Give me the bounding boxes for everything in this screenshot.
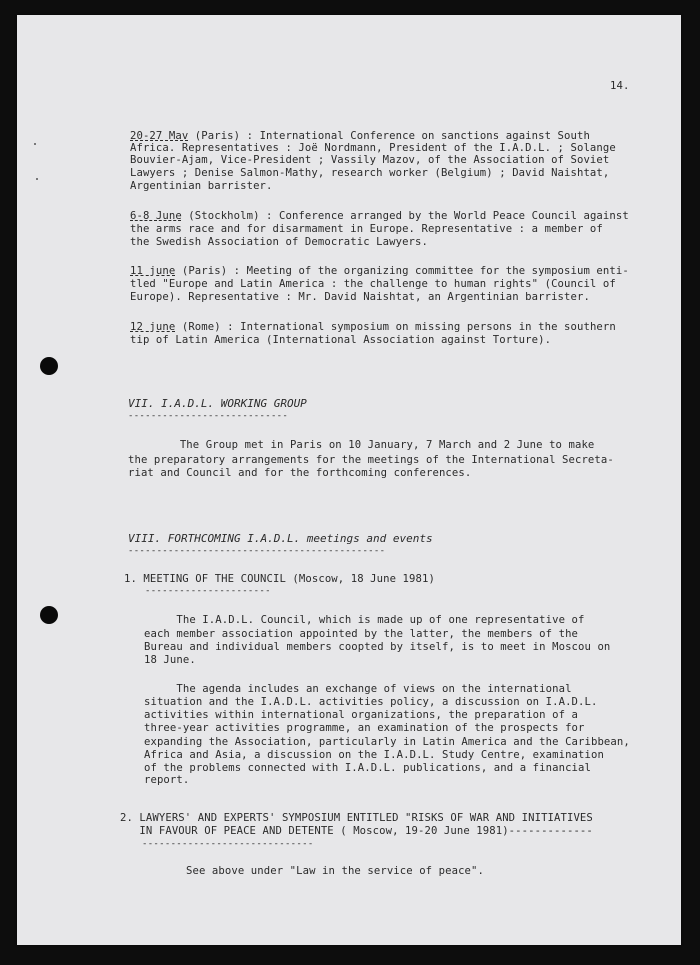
- entry-2-line-3: the Swedish Association of Democratic Lawyers.: [130, 236, 428, 248]
- entry-3-line-1: 11 june (Paris) : Meeting of the organizing committee for the symposium enti-: [130, 265, 629, 277]
- item-1-para-2-line-8: report.: [144, 774, 190, 786]
- item-1-para-2-line-1: The agenda includes an exchange of views on the international: [144, 683, 572, 695]
- entry-3-date: 11 june: [130, 265, 176, 277]
- item-2-see-above: See above under "Law in the service of peace".: [186, 865, 484, 877]
- section-8-heading: VIII. FORTHCOMING I.A.D.L. meetings and events: [128, 532, 433, 545]
- section-8-rule: ---------------------------------------------: [128, 546, 386, 556]
- entry-1-line-5: Argentinian barrister.: [130, 180, 273, 192]
- speck: [34, 143, 36, 145]
- entry-1-date: 20-27 Mav: [130, 130, 189, 142]
- item-1-para-1-line-1: The I.A.D.L. Council, which is made up of one representative of: [144, 614, 585, 626]
- item-2-title-line-1: 2. LAWYERS' AND EXPERTS' SYMPOSIUM ENTITLED "RISKS OF WAR AND INITIATIVES: [120, 812, 593, 824]
- item-1-para-1-line-3: Bureau and individual members coopted by itself, is to meet in Moscou on: [144, 641, 611, 653]
- entry-2-line-2: the arms race and for disarmament in Europe. Representative : a member of: [130, 223, 603, 235]
- item-1-para-1-line-2: each member association appointed by the latter, the members of the: [144, 628, 579, 640]
- section-7-line-2: the preparatory arrangements for the meetings of the International Secreta-: [128, 454, 614, 466]
- entry-3-line-3: Europe). Representative : Mr. David Naishtat, an Argentinian barrister.: [130, 291, 590, 303]
- item-1-title: 1. MEETING OF THE COUNCIL (Moscow, 18 June 1981): [124, 573, 435, 585]
- section-7-line-3: riat and Council and for the forthcoming conferences.: [128, 467, 472, 479]
- entry-3-line-2: tled "Europe and Latin America : the challenge to human rights" (Council of: [130, 278, 616, 290]
- item-1-para-2-line-3: activities within international organizations, the preparation of a: [144, 709, 579, 721]
- section-7-rule: ----------------------------: [128, 411, 289, 421]
- item-1-para-2-line-7: of the problems connected with I.A.D.L. publications, and a financial: [144, 762, 591, 774]
- punch-hole-top: [40, 357, 58, 375]
- punch-hole-bottom: [40, 606, 58, 624]
- speck: [36, 178, 38, 180]
- item-1-para-2-line-5: expanding the Association, particularly in Latin America and the Caribbean,: [144, 736, 630, 748]
- entry-1-line-1: 20-27 Mav (Paris) : International Conference on sanctions against South: [130, 130, 590, 142]
- item-1-para-2-line-2: situation and the I.A.D.L. activities policy, a discussion on I.A.D.L.: [144, 696, 598, 708]
- entry-2-line-1: 6-8 June (Stockholm) : Conference arranged by the World Peace Council against: [130, 210, 629, 222]
- item-2-rule: ------------------------------: [142, 839, 314, 849]
- entry-4-date: 12 june: [130, 321, 176, 333]
- section-7-heading: VII. I.A.D.L. WORKING GROUP: [128, 397, 307, 410]
- entry-2-date: 6-8 June: [130, 210, 182, 222]
- item-2-title-line-2: IN FAVOUR OF PEACE AND DETENTE ( Moscow, 19-20 June 1981)-------------: [120, 825, 593, 837]
- section-7-line-1: The Group met in Paris on 10 January, 7 March and 2 June to make: [128, 439, 595, 451]
- item-1-para-2-line-4: three-year activities programme, an examination of the prospects for: [144, 722, 585, 734]
- item-1-para-1-line-4: 18 June.: [144, 654, 196, 666]
- entry-1-line-4: Lawyers ; Denise Salmon-Mathy, research worker (Belgium) ; David Naishtat,: [130, 167, 610, 179]
- entry-4-line-1: 12 june (Rome) : International symposium on missing persons in the southern: [130, 321, 616, 333]
- entry-1-line-3: Bouvier-Ajam, Vice-President ; Vassily Mazov, of the Association of Soviet: [130, 154, 610, 166]
- entry-1-line-2: Africa. Representatives : Joë Nordmann, President of the I.A.D.L. ; Solange: [130, 142, 616, 154]
- page-number: 14.: [610, 80, 630, 92]
- item-1-rule: ----------------------: [145, 586, 271, 596]
- entry-4-line-2: tip of Latin America (International Association against Torture).: [130, 334, 552, 346]
- item-1-para-2-line-6: Africa and Asia, a discussion on the I.A.D.L. Study Centre, examination: [144, 749, 604, 761]
